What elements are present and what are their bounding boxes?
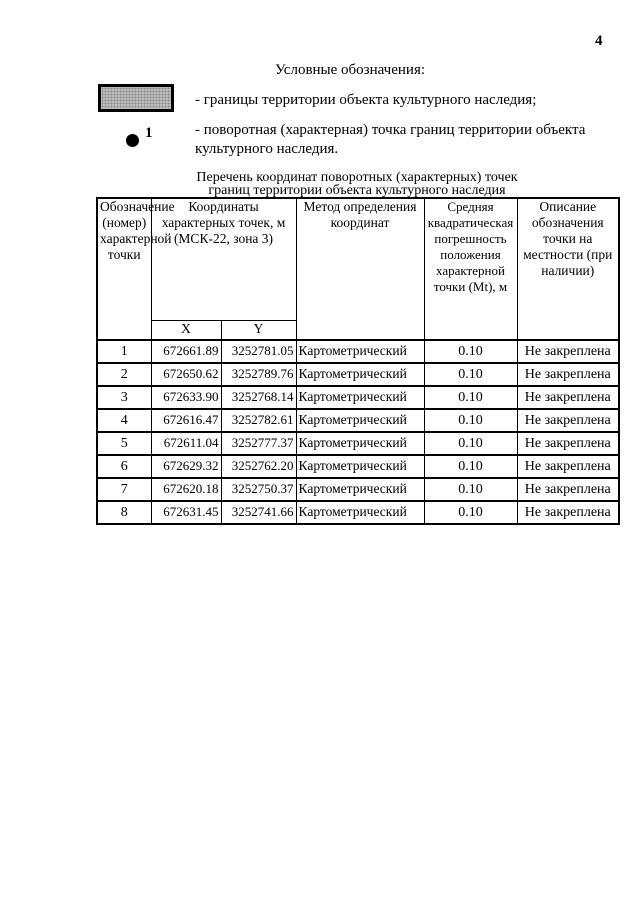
cell-y: 3252750.37 [221,478,296,501]
cell-point: 6 [97,455,151,478]
cell-mt: 0.10 [424,455,517,478]
cell-mt: 0.10 [424,386,517,409]
cell-description: Не закреплена [517,501,619,524]
table-row [97,363,619,386]
coordinates-table [96,197,620,525]
cell-description: Не закреплена [517,455,619,478]
header-coords: Координаты характерных точек, м (МСК-22, зона 3) [151,198,296,320]
table-row [97,501,619,524]
cell-description: Не закреплена [517,340,619,363]
cell-point: 1 [97,340,151,363]
table-row [97,478,619,501]
cell-y: 3252741.66 [221,501,296,524]
cell-method: Картометрический [296,432,424,455]
legend-point-label: 1 [145,125,153,141]
cell-description: Не закреплена [517,386,619,409]
cell-y: 3252782.61 [221,409,296,432]
header-description: Описание обозначения точки на местности (при наличии) [517,198,619,340]
header-x: X [151,320,221,340]
cell-method: Картометрический [296,363,424,386]
cell-x: 672633.90 [151,386,221,409]
cell-x: 672650.62 [151,363,221,386]
cell-y: 3252781.05 [221,340,296,363]
table-row [97,409,619,432]
cell-mt: 0.10 [424,501,517,524]
table-row [97,455,619,478]
table-title-line1: Перечень координат поворотных (характерных) точек [196,170,518,185]
cell-x: 672631.45 [151,501,221,524]
cell-method: Картометрический [296,340,424,363]
cell-point: 5 [97,432,151,455]
cell-description: Не закреплена [517,363,619,386]
cell-y: 3252777.37 [221,432,296,455]
page-number: 4 [595,33,603,49]
cell-point: 7 [97,478,151,501]
cell-mt: 0.10 [424,478,517,501]
cell-method: Картометрический [296,455,424,478]
table-header-row [97,198,619,320]
cell-x: 672620.18 [151,478,221,501]
header-method: Метод определения координат [296,198,424,340]
table-body [97,340,619,524]
cell-point: 2 [97,363,151,386]
cell-mt: 0.10 [424,363,517,386]
cell-method: Картометрический [296,386,424,409]
table-title [96,171,618,197]
cell-mt: 0.10 [424,340,517,363]
cell-description: Не закреплена [517,432,619,455]
header-point: Обозначение (номер) характерной точки [97,198,151,340]
cell-method: Картометрический [296,501,424,524]
legend-title: Условные обозначения: [274,62,426,78]
cell-x: 672629.32 [151,455,221,478]
cell-y: 3252789.76 [221,363,296,386]
cell-x: 672616.47 [151,409,221,432]
cell-point: 4 [97,409,151,432]
table-row [97,386,619,409]
point-marker-icon [126,134,139,147]
cell-x: 672661.89 [151,340,221,363]
cell-description: Не закреплена [517,409,619,432]
table-title-line2: границ территории объекта культурного наследия [208,183,506,198]
legend-point-text: - поворотная (характерная) точка границ территории объекта культурного наследия. [195,122,586,157]
table-row [97,340,619,363]
cell-y: 3252768.14 [221,386,296,409]
table-row [97,432,619,455]
cell-method: Картометрический [296,409,424,432]
cell-mt: 0.10 [424,432,517,455]
header-y: Y [221,320,296,340]
cell-description: Не закреплена [517,478,619,501]
cell-point: 3 [97,386,151,409]
cell-mt: 0.10 [424,409,517,432]
cell-y: 3252762.20 [221,455,296,478]
cell-x: 672611.04 [151,432,221,455]
boundary-swatch-icon [98,84,174,112]
cell-point: 8 [97,501,151,524]
header-accuracy: Средняя квадратическая погрешность положения характерной точки (Mt), м [424,198,517,340]
legend-boundary-text: - границы территории объекта культурного наследия; [195,92,537,108]
cell-method: Картометрический [296,478,424,501]
